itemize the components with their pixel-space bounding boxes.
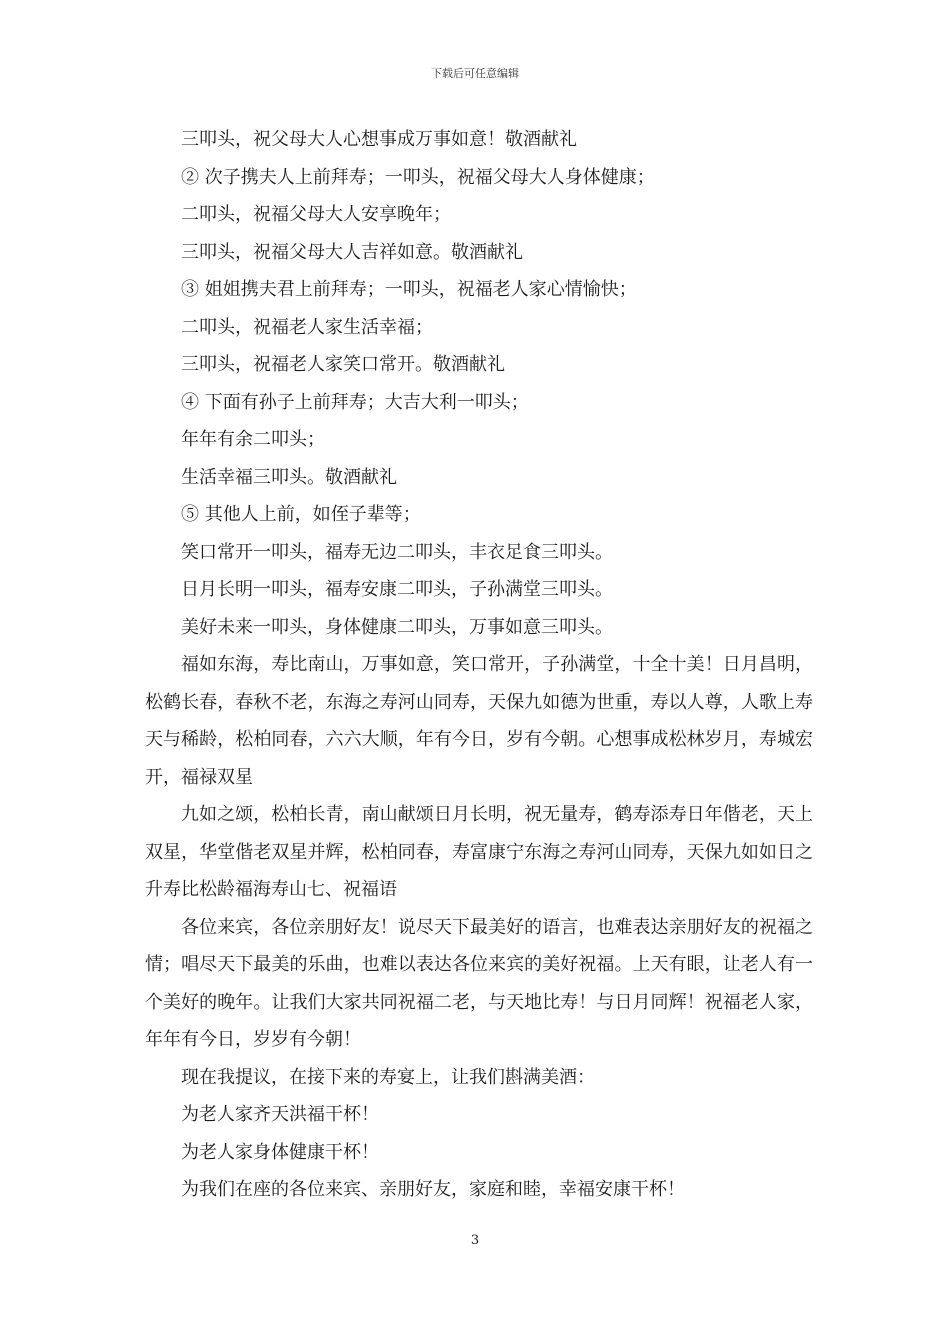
text-line: 年年有余二叩头； xyxy=(181,429,325,450)
text-line: 美好未来一叩头，身体健康二叩头，万事如意三叩头。 xyxy=(181,616,613,638)
text-line: ② 次子携夫人上前拜寿；一叩头，祝福父母大人身体健康； xyxy=(181,166,655,188)
text-line: 三叩头，祝福老人家笑口常开。敬酒献礼 xyxy=(181,354,505,375)
text-line: 二叩头，祝福父母大人安享晚年； xyxy=(181,204,451,225)
text-line: 三叩头，祝福父母大人吉祥如意。敬酒献礼 xyxy=(181,241,523,263)
toast-line: 为老人家身体健康干杯！ xyxy=(181,1141,379,1163)
toast-line: 为我们在座的各位来宾、亲朋好友，家庭和睦，幸福安康干杯！ xyxy=(181,1179,685,1200)
text-line: 三叩头，祝父母大人心想事成万事如意！敬酒献礼 xyxy=(181,129,577,150)
text-line: ④ 下面有孙子上前拜寿；大吉大利一叩头； xyxy=(181,391,529,413)
text-line: 生活幸福三叩头。敬酒献礼 xyxy=(181,466,397,488)
paragraph-guest-address: 各位来宾，各位亲朋好友！说尽天下最美好的语言，也难表达亲朋好友的祝福之情；唱尽天下最美的乐曲，也难以表达各位来宾的美好祝福。上天有眼，让老人有一个美好的晚年。让我们大家共同祝福二老，与天地比寿！与日月同辉！祝福老人家，年年有今日，岁岁有今朝！ xyxy=(145,916,813,1050)
text-line: ⑤ 其他人上前，如侄子辈等； xyxy=(181,504,421,525)
text-line: 笑口常开一叩头，福寿无边二叩头，丰衣足食三叩头。 xyxy=(181,541,613,563)
text-line: 二叩头，祝福老人家生活幸福； xyxy=(181,316,433,338)
text-line: 日月长明一叩头，福寿安康二叩头，子孙满堂三叩头。 xyxy=(181,579,613,600)
page-header: 下载后可任意编辑 xyxy=(431,67,519,80)
toast-line: 为老人家齐天洪福干杯！ xyxy=(181,1104,379,1125)
paragraph-longevity-verses: 九如之颂，松柏长青，南山献颂日月长明，祝无量寿，鹤寿添寿日年偕老，天上双星，华堂偕老双星并辉，松柏同春，寿富康宁东海之寿河山同寿，天保九如如日之升寿比松龄福海寿山七、祝福语 xyxy=(145,804,813,900)
toast-intro: 现在我提议，在接下来的寿宴上，让我们斟满美酒： xyxy=(181,1066,595,1088)
paragraph-blessings: 福如东海，寿比南山，万事如意，笑口常开，子孙满堂，十全十美！日月昌明，松鹤长春，春秋不老，东海之寿河山同寿，天保九如德为世重，寿以人尊，人歌上寿天与稀龄，松柏同春，六六大顺，年有今日，岁有今朝。心想事成松林岁月，寿城宏开，福禄双星 xyxy=(145,654,813,788)
text-line: ③ 姐姐携夫君上前拜寿；一叩头，祝福老人家心情愉快； xyxy=(181,279,637,300)
page-number: 3 xyxy=(470,1233,480,1248)
document-body xyxy=(145,121,813,1209)
